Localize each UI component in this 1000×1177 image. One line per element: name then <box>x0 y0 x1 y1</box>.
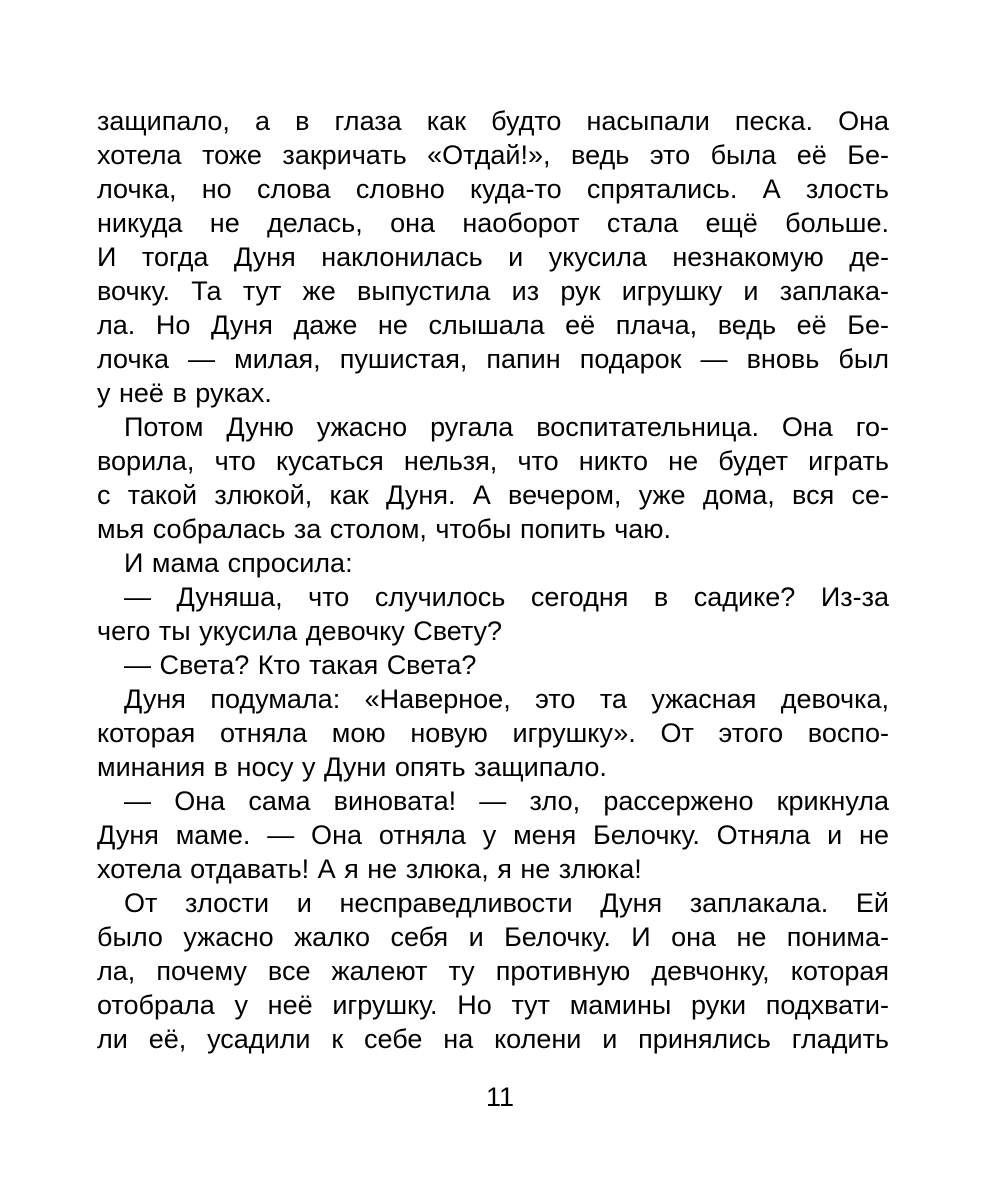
text-line: Дуня маме. — Она отняла у меня Белочку. Отняла и не <box>97 820 889 850</box>
page-number: 11 <box>485 1082 515 1112</box>
text-line: чего ты укусила девочку Свету? <box>97 616 503 646</box>
text-line: мья собралась за столом, чтобы попить чаю. <box>97 514 672 544</box>
text-line: И тогда Дуня наклонилась и укусила незнакомую де- <box>97 242 889 272</box>
text-line: ла, почему все жалеют ту противную девчонку, которая <box>97 956 889 986</box>
text-line: И мама спросила: <box>124 548 353 578</box>
text-line: — Дуняша, что случилось сегодня в садике? Из-за <box>124 582 889 612</box>
text-line: ла. Но Дуня даже не слышала её плача, ведь её Бе- <box>97 310 889 340</box>
text-line: хотела тоже закричать «Отдай!», ведь это была её Бе- <box>97 140 889 170</box>
text-line: От злости и несправедливости Дуня заплакала. Ей <box>124 888 889 918</box>
text-line: ворила, что кусаться нельзя, что никто не будет играть <box>97 446 889 476</box>
body-text <box>97 104 889 1056</box>
text-line: Потом Дуню ужасно ругала воспитательница. Она го- <box>124 412 889 442</box>
text-line: хотела отдавать! А я не злюка, я не злюка! <box>97 854 642 884</box>
text-line: защипало, а в глаза как будто насыпали песка. Она <box>97 106 889 136</box>
text-line: никуда не делась, она наоборот стала ещё больше. <box>97 208 889 238</box>
text-line: лочка, но слова словно куда-то спрятались. А злость <box>97 174 889 204</box>
text-line: минания в носу у Дуни опять защипало. <box>97 752 607 782</box>
text-line: отобрала у неё игрушку. Но тут мамины руки подхвати- <box>97 990 889 1020</box>
text-line: — Она сама виновата! — зло, рассержено крикнула <box>124 786 889 816</box>
text-line: лочка — милая, пушистая, папин подарок — вновь был <box>97 344 889 374</box>
text-line: Дуня подумала: «Наверное, это та ужасная девочка, <box>124 684 889 714</box>
text-line: которая отняла мою новую игрушку». От этого воспо- <box>97 718 889 748</box>
text-line: вочку. Та тут же выпустила из рук игрушку и заплака- <box>97 276 889 306</box>
text-line: у неё в руках. <box>97 378 272 408</box>
text-line: ли её, усадили к себе на колени и принялись гладить <box>97 1024 889 1054</box>
text-line: с такой злюкой, как Дуня. А вечером, уже дома, вся се- <box>97 480 889 510</box>
text-line: — Света? Кто такая Света? <box>124 650 477 680</box>
text-line: было ужасно жалко себя и Белочку. И она не понима- <box>97 922 889 952</box>
